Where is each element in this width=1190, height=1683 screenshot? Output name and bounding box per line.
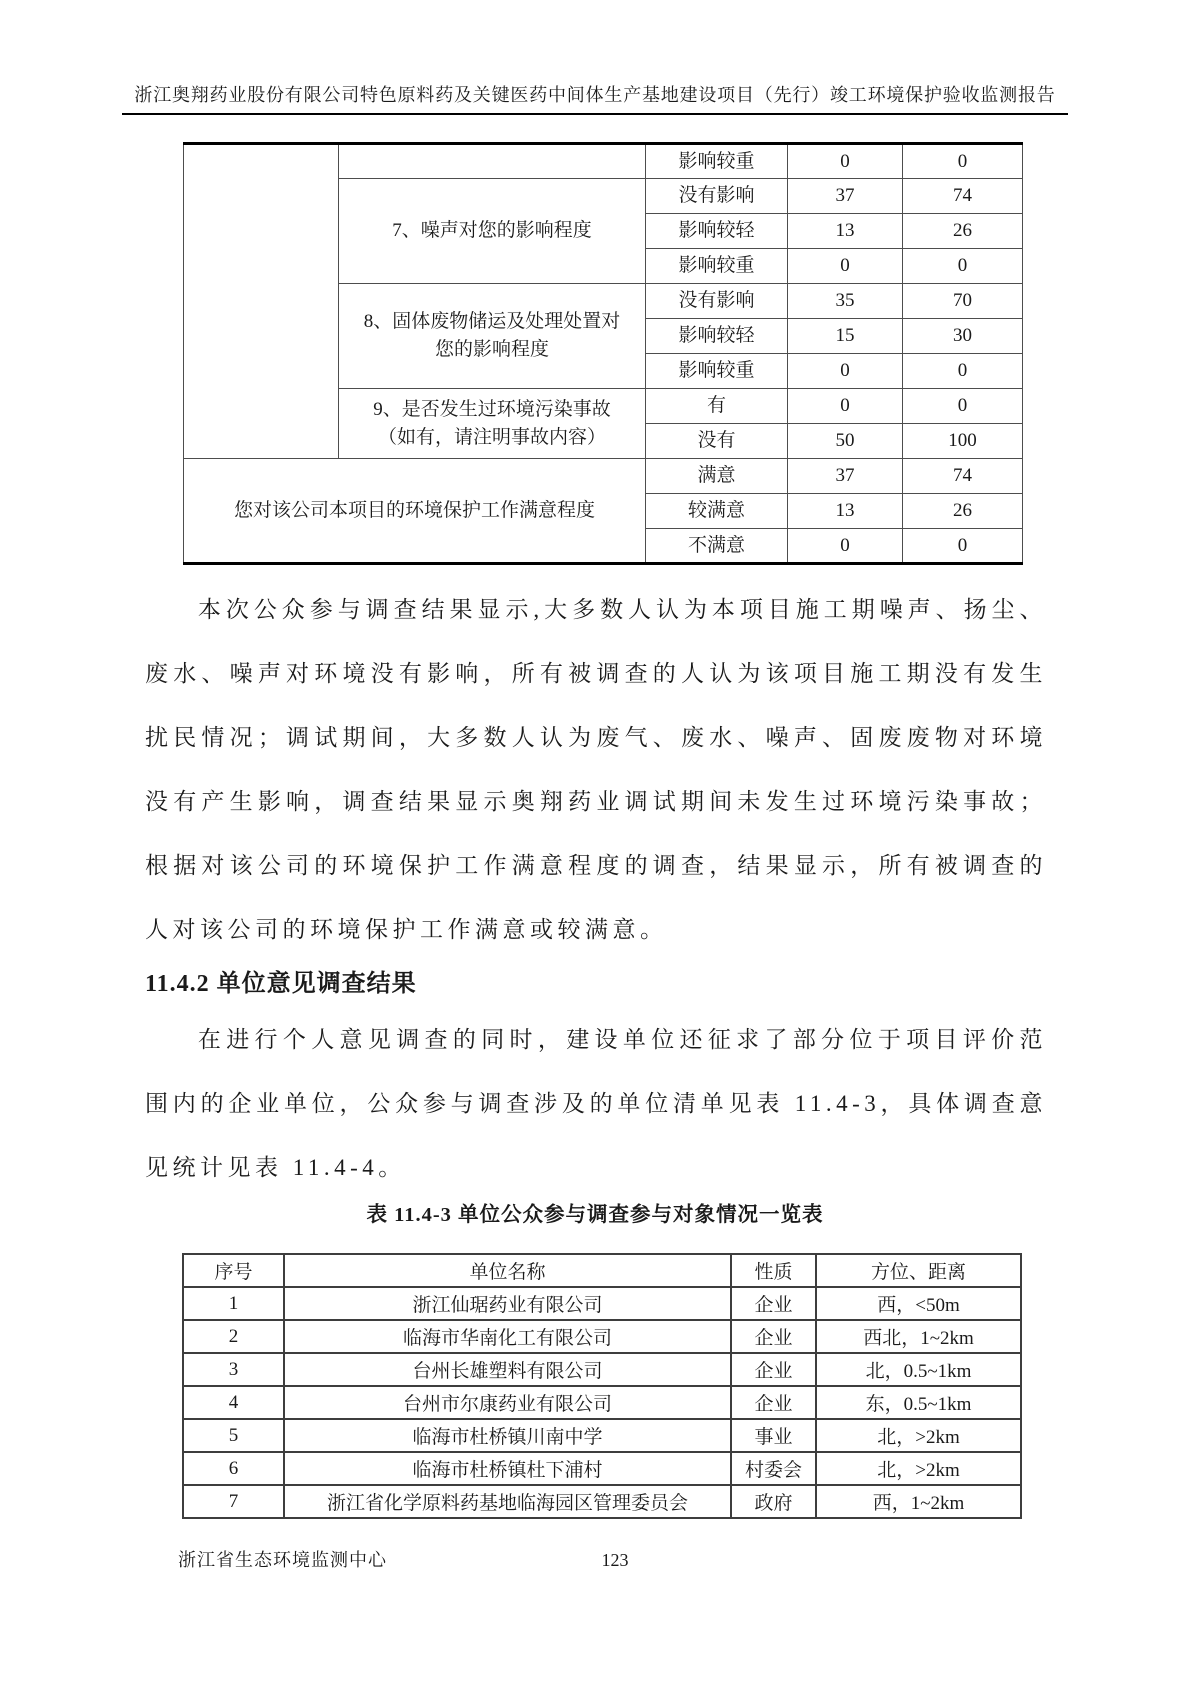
table-header-row <box>183 1254 1021 1287</box>
unit-no: 7 <box>183 1485 284 1518</box>
unit-name: 浙江省化学原料药基地临海园区管理委员会 <box>284 1485 731 1518</box>
count-cell: 13 <box>788 494 903 529</box>
units-table <box>182 1253 1022 1519</box>
count-cell: 37 <box>788 459 903 494</box>
section-heading-11-4-2: 11.4.2 单位意见调查结果 <box>145 971 417 997</box>
unit-no: 1 <box>183 1287 284 1320</box>
unit-nature: 政府 <box>731 1485 816 1518</box>
unit-no: 5 <box>183 1419 284 1452</box>
percent-cell: 74 <box>903 459 1023 494</box>
table-row <box>183 1353 1021 1386</box>
table-row <box>183 1386 1021 1419</box>
percent-cell: 26 <box>903 214 1023 249</box>
footer-organization: 浙江省生态环境监测中心 <box>178 1550 387 1570</box>
unit-location: 西，<50m <box>816 1287 1021 1320</box>
question-8-cell <box>339 284 646 389</box>
table-row <box>183 1485 1021 1518</box>
option-cell: 有 <box>646 389 788 424</box>
table-row <box>184 144 1023 179</box>
footer-page-number: 123 <box>601 1550 629 1570</box>
table-row <box>184 459 1023 494</box>
question-9-label-line1: 9、是否发生过环境污染事故 <box>373 398 611 420</box>
count-cell: 15 <box>788 319 903 354</box>
unit-location: 北，>2km <box>816 1452 1021 1485</box>
paragraph-survey-summary: 本次公众参与调查结果显示,大多数人认为本项目施工期噪声、扬尘、废水、噪声对环境没有影响，所有被调查的人认为该项目施工期没有发生扰民情况；调试期间，大多数人认为废气、废水、噪声、固废废物对环境没有产生影响，调查结果显示奥翔药业调试期间未发生过环境污染事故；根据对该公司的环境保护工作满意程度的调查，结果显示，所有被调查的人对该公司的环境保护工作满意或较满意。 <box>145 597 1047 942</box>
count-cell: 37 <box>788 179 903 214</box>
header-no: 序号 <box>183 1254 284 1287</box>
option-cell: 没有影响 <box>646 284 788 319</box>
unit-location: 西，1~2km <box>816 1485 1021 1518</box>
page-header-title: 浙江奥翔药业股份有限公司特色原料药及关键医药中间体生产基地建设项目（先行）竣工环境保护验收监测报告 <box>122 84 1068 115</box>
option-cell: 影响较重 <box>646 144 788 179</box>
question-9-cell <box>339 389 646 459</box>
percent-cell: 26 <box>903 494 1023 529</box>
option-cell: 影响较轻 <box>646 319 788 354</box>
unit-nature: 企业 <box>731 1287 816 1320</box>
unit-name: 台州长雄塑料有限公司 <box>284 1353 731 1386</box>
unit-nature: 村委会 <box>731 1452 816 1485</box>
table-row <box>183 1419 1021 1452</box>
unit-name: 临海市杜桥镇川南中学 <box>284 1419 731 1452</box>
count-cell: 0 <box>788 144 903 179</box>
count-cell: 0 <box>788 249 903 284</box>
option-cell: 影响较重 <box>646 249 788 284</box>
unit-no: 2 <box>183 1320 284 1353</box>
carryover-category-cell <box>184 144 339 459</box>
percent-cell: 0 <box>903 249 1023 284</box>
header-name: 单位名称 <box>284 1254 731 1287</box>
unit-nature: 企业 <box>731 1386 816 1419</box>
table-row <box>183 1452 1021 1485</box>
percent-cell: 0 <box>903 354 1023 389</box>
unit-no: 6 <box>183 1452 284 1485</box>
unit-nature: 事业 <box>731 1419 816 1452</box>
table-row <box>183 1320 1021 1353</box>
count-cell: 0 <box>788 389 903 424</box>
unit-nature: 企业 <box>731 1353 816 1386</box>
satisfaction-question-cell: 您对该公司本项目的环境保护工作满意程度 <box>184 459 646 564</box>
question-7-label: 7、噪声对您的影响程度 <box>392 220 592 242</box>
option-cell: 没有影响 <box>646 179 788 214</box>
option-cell: 不满意 <box>646 529 788 564</box>
carryover-question-cell <box>339 144 646 179</box>
unit-location: 北，0.5~1km <box>816 1353 1021 1386</box>
percent-cell: 100 <box>903 424 1023 459</box>
unit-no: 4 <box>183 1386 284 1419</box>
unit-location: 西北，1~2km <box>816 1320 1021 1353</box>
count-cell: 0 <box>788 354 903 389</box>
paragraph-unit-survey-intro: 在进行个人意见调查的同时，建设单位还征求了部分位于项目评价范围内的企业单位，公众参与调查涉及的单位清单见表 11.4-3，具体调查意见统计见表 11.4-4。 <box>145 1027 1047 1180</box>
option-cell: 影响较重 <box>646 354 788 389</box>
option-cell: 没有 <box>646 424 788 459</box>
percent-cell: 0 <box>903 389 1023 424</box>
unit-name: 浙江仙琚药业有限公司 <box>284 1287 731 1320</box>
question-8-label-line2: 您的影响程度 <box>434 339 549 360</box>
question-7-cell <box>339 179 646 284</box>
option-cell: 满意 <box>646 459 788 494</box>
count-cell: 35 <box>788 284 903 319</box>
header-nature: 性质 <box>731 1254 816 1287</box>
percent-cell: 70 <box>903 284 1023 319</box>
unit-name: 台州市尔康药业有限公司 <box>284 1386 731 1419</box>
option-cell: 影响较轻 <box>646 214 788 249</box>
unit-nature: 企业 <box>731 1320 816 1353</box>
count-cell: 0 <box>788 529 903 564</box>
survey-results-table <box>183 142 1023 565</box>
table-row <box>183 1287 1021 1320</box>
count-cell: 50 <box>788 424 903 459</box>
percent-cell: 74 <box>903 179 1023 214</box>
count-cell: 13 <box>788 214 903 249</box>
percent-cell: 0 <box>903 144 1023 179</box>
unit-location: 东，0.5~1km <box>816 1386 1021 1419</box>
question-8-label-line1: 8、固体废物储运及处理处置对 <box>363 311 621 333</box>
question-9-label-line2: （如有，请注明事故内容） <box>377 426 606 448</box>
unit-name: 临海市杜桥镇杜下浦村 <box>284 1452 731 1485</box>
option-cell: 较满意 <box>646 494 788 529</box>
unit-location: 北，>2km <box>816 1419 1021 1452</box>
percent-cell: 30 <box>903 319 1023 354</box>
unit-name: 临海市华南化工有限公司 <box>284 1320 731 1353</box>
percent-cell: 0 <box>903 529 1023 564</box>
header-location: 方位、距离 <box>816 1254 1021 1287</box>
units-table-caption: 表 11.4-3 单位公众参与调查参与对象情况一览表 <box>366 1204 824 1226</box>
unit-no: 3 <box>183 1353 284 1386</box>
